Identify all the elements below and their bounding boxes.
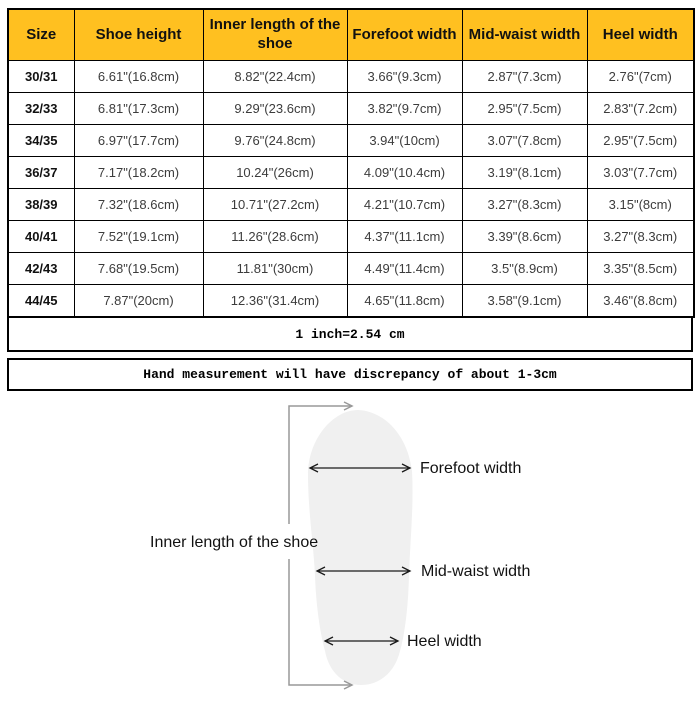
cell-heel-width: 3.03"(7.7cm): [587, 157, 694, 189]
cell-heel-width: 3.46"(8.8cm): [587, 285, 694, 318]
column-header-inner-length: Inner length of the shoe: [203, 9, 347, 61]
cell-inner-length: 12.36"(31.4cm): [203, 285, 347, 318]
cell-heel-width: 2.76"(7cm): [587, 61, 694, 93]
cell-size: 34/35: [8, 125, 74, 157]
cell-size: 36/37: [8, 157, 74, 189]
cell-midwaist-width: 3.07"(7.8cm): [462, 125, 587, 157]
table-row: [8, 61, 694, 93]
cell-forefoot-width: 3.94"(10cm): [347, 125, 462, 157]
cell-forefoot-width: 3.66"(9.3cm): [347, 61, 462, 93]
label-forefoot-width: Forefoot width: [420, 460, 522, 477]
table-row: [8, 189, 694, 221]
cell-size: 38/39: [8, 189, 74, 221]
cell-inner-length: 11.26"(28.6cm): [203, 221, 347, 253]
cell-midwaist-width: 2.87"(7.3cm): [462, 61, 587, 93]
measurement-disclaimer-note: Hand measurement will have discrepancy of about 1-3cm: [7, 358, 693, 391]
table-row: [8, 93, 694, 125]
cell-shoe-height: 6.81"(17.3cm): [74, 93, 203, 125]
column-header-forefoot-width: Forefoot width: [347, 9, 462, 61]
table-row: [8, 221, 694, 253]
cell-heel-width: 3.27"(8.3cm): [587, 221, 694, 253]
cell-midwaist-width: 3.58"(9.1cm): [462, 285, 587, 318]
inch-conversion-note: 1 inch=2.54 cm: [7, 318, 693, 352]
table-row: [8, 253, 694, 285]
cell-inner-length: 9.76"(24.8cm): [203, 125, 347, 157]
header-row: [8, 9, 694, 61]
cell-forefoot-width: 3.82"(9.7cm): [347, 93, 462, 125]
insole-diagram-graphic: [0, 401, 700, 701]
cell-inner-length: 11.81"(30cm): [203, 253, 347, 285]
cell-forefoot-width: 4.09"(10.4cm): [347, 157, 462, 189]
cell-midwaist-width: 2.95"(7.5cm): [462, 93, 587, 125]
cell-shoe-height: 6.61"(16.8cm): [74, 61, 203, 93]
insole-shape: [308, 410, 413, 685]
column-header-size: Size: [8, 9, 74, 61]
cell-shoe-height: 7.17"(18.2cm): [74, 157, 203, 189]
cell-size: 42/43: [8, 253, 74, 285]
table-body: [8, 61, 694, 318]
table-row: [8, 125, 694, 157]
label-heel-width: Heel width: [407, 633, 482, 650]
cell-shoe-height: 7.87"(20cm): [74, 285, 203, 318]
cell-shoe-height: 7.52"(19.1cm): [74, 221, 203, 253]
table-row: [8, 285, 694, 318]
cell-shoe-height: 7.68"(19.5cm): [74, 253, 203, 285]
cell-forefoot-width: 4.37"(11.1cm): [347, 221, 462, 253]
cell-midwaist-width: 3.5"(8.9cm): [462, 253, 587, 285]
cell-midwaist-width: 3.39"(8.6cm): [462, 221, 587, 253]
cell-inner-length: 10.71"(27.2cm): [203, 189, 347, 221]
table-row: [8, 157, 694, 189]
cell-forefoot-width: 4.65"(11.8cm): [347, 285, 462, 318]
cell-size: 30/31: [8, 61, 74, 93]
label-midwaist-width: Mid-waist width: [421, 563, 531, 580]
table-header: [8, 9, 694, 61]
cell-forefoot-width: 4.49"(11.4cm): [347, 253, 462, 285]
cell-heel-width: 2.83"(7.2cm): [587, 93, 694, 125]
cell-size: 40/41: [8, 221, 74, 253]
label-inner-length: Inner length of the shoe: [150, 534, 319, 551]
cell-midwaist-width: 3.19"(8.1cm): [462, 157, 587, 189]
cell-size: 44/45: [8, 285, 74, 318]
cell-forefoot-width: 4.21"(10.7cm): [347, 189, 462, 221]
cell-shoe-height: 6.97"(17.7cm): [74, 125, 203, 157]
shoe-size-table: [7, 8, 695, 318]
column-header-midwaist-width: Mid-waist width: [462, 9, 587, 61]
cell-inner-length: 9.29"(23.6cm): [203, 93, 347, 125]
column-header-shoe-height: Shoe height: [74, 9, 203, 61]
cell-heel-width: 2.95"(7.5cm): [587, 125, 694, 157]
column-header-heel-width: Heel width: [587, 9, 694, 61]
cell-size: 32/33: [8, 93, 74, 125]
cell-heel-width: 3.15"(8cm): [587, 189, 694, 221]
cell-midwaist-width: 3.27"(8.3cm): [462, 189, 587, 221]
cell-inner-length: 10.24"(26cm): [203, 157, 347, 189]
cell-inner-length: 8.82"(22.4cm): [203, 61, 347, 93]
cell-shoe-height: 7.32"(18.6cm): [74, 189, 203, 221]
cell-heel-width: 3.35"(8.5cm): [587, 253, 694, 285]
measurement-diagram: [0, 401, 700, 701]
